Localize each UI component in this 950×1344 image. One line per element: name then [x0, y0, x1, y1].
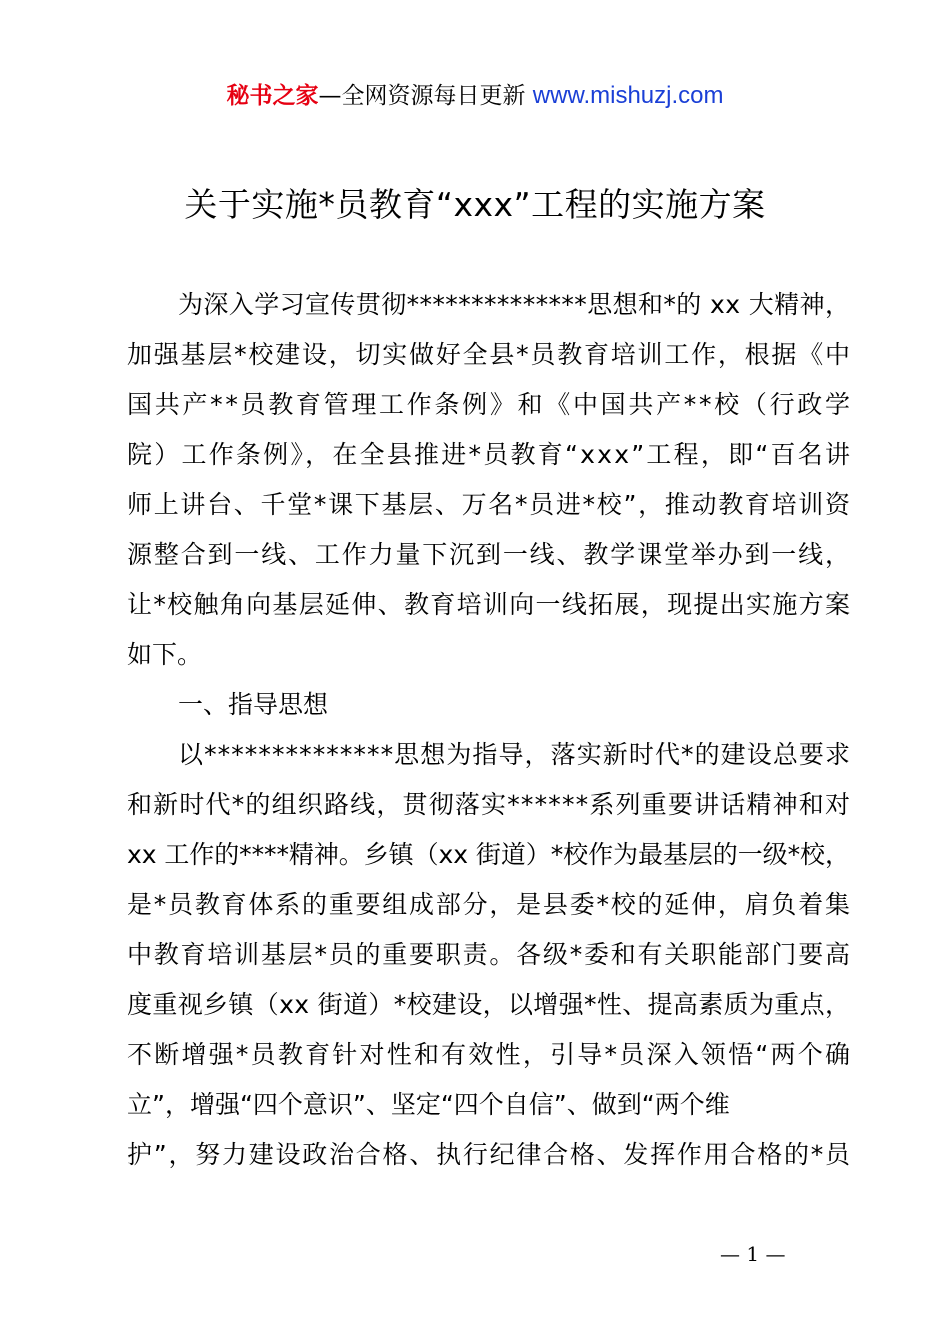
body-line: 院）工作条例》，在全县推进*员教育“xxx”工程，即“百名讲: [127, 440, 853, 469]
body-line: 护”，努力建设政治合格、执行纪律合格、发挥作用合格的*员: [127, 1140, 852, 1169]
body-line: 为深入学习宣传贯彻**************思想和*的 xx 大精神，: [178, 290, 851, 319]
section-heading: 一、指导思想: [178, 690, 329, 719]
brand-name: 秘书之家: [226, 83, 319, 109]
body-line: xx 工作的****精神。乡镇（xx 街道）*校作为最基层的一级*校，: [127, 840, 850, 869]
page-number: — 1 —: [720, 1242, 786, 1266]
site-url-link[interactable]: www.mishuzj.com: [532, 82, 724, 109]
body-line: 中教育培训基层*员的重要职责。各级*委和有关职能部门要高: [127, 940, 852, 969]
body-line: 立”，增强“四个意识”、坚定“四个自信”、做到“两个维: [127, 1090, 730, 1119]
site-header: [0, 80, 950, 112]
body-line: 以**************思想为指导，落实新时代*的建设总要求: [178, 740, 852, 769]
body-line: 国共产**员教育管理工作条例》和《中国共产**校（行政学: [127, 390, 853, 419]
body-line: 和新时代*的组织路线，贯彻落实******系列重要讲话精神和对: [127, 790, 852, 819]
body-line: 师上讲台、千堂*课下基层、万名*员进*校”，推动教育培训资: [127, 490, 852, 519]
body-line: 加强基层*校建设，切实做好全县*员教育培训工作，根据《中: [127, 340, 852, 369]
body-line: 让*校触角向基层延伸、教育培训向一线拓展，现提出实施方案: [127, 590, 852, 619]
body-line: 源整合到一线、工作力量下沉到一线、教学课堂举办到一线，: [127, 540, 852, 569]
body-line: 不断增强*员教育针对性和有效性，引导*员深入领悟“两个确: [127, 1040, 853, 1069]
document-title: 关于实施*员教育“xxx”工程的实施方案: [184, 185, 766, 224]
body-line: 度重视乡镇（xx 街道）*校建设，以增强*性、提高素质为重点，: [127, 990, 851, 1019]
body-line: 是*员教育体系的重要组成部分，是县委*校的延伸，肩负着集: [127, 890, 852, 919]
header-tagline: —全网资源每日更新: [318, 83, 533, 109]
body-line: 如下。: [127, 640, 203, 669]
